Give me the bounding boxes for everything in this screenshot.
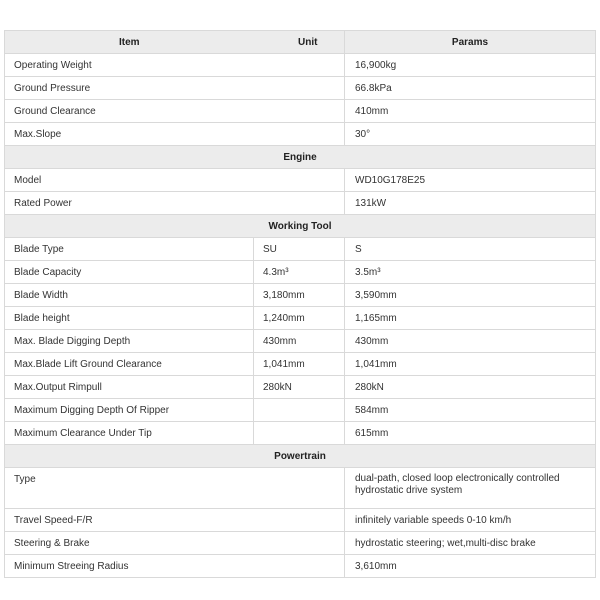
row-unit: 3,180mm [254, 284, 345, 307]
row-unit: 1,240mm [254, 307, 345, 330]
row-value: dual-path, closed loop electronically controlled hydrostatic drive system [345, 468, 596, 509]
row-label: Type [5, 468, 345, 509]
row-value: S [345, 238, 596, 261]
row-value: 3,590mm [345, 284, 596, 307]
row-label: Blade Width [5, 284, 254, 307]
row-label: Travel Speed-F/R [5, 509, 345, 532]
header-params: Params [345, 31, 596, 54]
row-unit: 430mm [254, 330, 345, 353]
table-row [5, 169, 596, 192]
table-row [5, 54, 596, 77]
table-row [5, 509, 596, 532]
row-value: 30° [345, 123, 596, 146]
row-value: 1,041mm [345, 353, 596, 376]
row-value: infinitely variable speeds 0-10 km/h [345, 509, 596, 532]
row-label: Max. Blade Digging Depth [5, 330, 254, 353]
row-label: Model [5, 169, 345, 192]
section-title: Engine [5, 146, 596, 169]
table-row [5, 284, 596, 307]
row-label: Maximum Digging Depth Of Ripper [5, 399, 254, 422]
row-unit: SU [254, 238, 345, 261]
row-value: 584mm [345, 399, 596, 422]
section-title: Working Tool [5, 215, 596, 238]
row-label: Steering & Brake [5, 532, 345, 555]
row-value: WD10G178E25 [345, 169, 596, 192]
row-label: Max.Blade Lift Ground Clearance [5, 353, 254, 376]
row-value: hydrostatic steering; wet,multi-disc brake [345, 532, 596, 555]
section-title: Powertrain [5, 445, 596, 468]
table-row [5, 100, 596, 123]
row-unit: 280kN [254, 376, 345, 399]
header-item: Item [119, 36, 140, 48]
row-value: 280kN [345, 376, 596, 399]
row-unit [254, 422, 345, 445]
row-value: 430mm [345, 330, 596, 353]
row-value: 66.8kPa [345, 77, 596, 100]
row-value: 3.5m³ [345, 261, 596, 284]
table-row [5, 77, 596, 100]
table-row [5, 468, 596, 509]
header-item-unit [5, 31, 345, 54]
spec-table [4, 30, 596, 578]
row-label: Rated Power [5, 192, 345, 215]
table-row [5, 399, 596, 422]
section-header-engine [5, 146, 596, 169]
table-row [5, 376, 596, 399]
row-label: Max.Output Rimpull [5, 376, 254, 399]
row-value: 3,610mm [345, 555, 596, 578]
table-row [5, 422, 596, 445]
table-header-row [5, 31, 596, 54]
row-value: 615mm [345, 422, 596, 445]
table-row [5, 330, 596, 353]
row-label: Operating Weight [5, 54, 345, 77]
table-row [5, 123, 596, 146]
row-unit: 1,041mm [254, 353, 345, 376]
row-unit: 4.3m³ [254, 261, 345, 284]
table-row [5, 238, 596, 261]
table-row [5, 532, 596, 555]
row-value: 131kW [345, 192, 596, 215]
row-label: Max.Slope [5, 123, 345, 146]
spec-table-container [4, 30, 595, 578]
table-row [5, 555, 596, 578]
section-header-powertrain [5, 445, 596, 468]
row-value: 410mm [345, 100, 596, 123]
row-label: Minimum Streeing Radius [5, 555, 345, 578]
section-header-working-tool [5, 215, 596, 238]
row-label: Maximum Clearance Under Tip [5, 422, 254, 445]
table-row [5, 307, 596, 330]
row-unit [254, 399, 345, 422]
row-value: 16,900kg [345, 54, 596, 77]
table-row [5, 353, 596, 376]
row-label: Blade height [5, 307, 254, 330]
row-label: Ground Clearance [5, 100, 345, 123]
row-label: Blade Type [5, 238, 254, 261]
header-unit: Unit [298, 36, 318, 48]
row-value: 1,165mm [345, 307, 596, 330]
table-row [5, 261, 596, 284]
table-row [5, 192, 596, 215]
row-label: Ground Pressure [5, 77, 345, 100]
row-label: Blade Capacity [5, 261, 254, 284]
